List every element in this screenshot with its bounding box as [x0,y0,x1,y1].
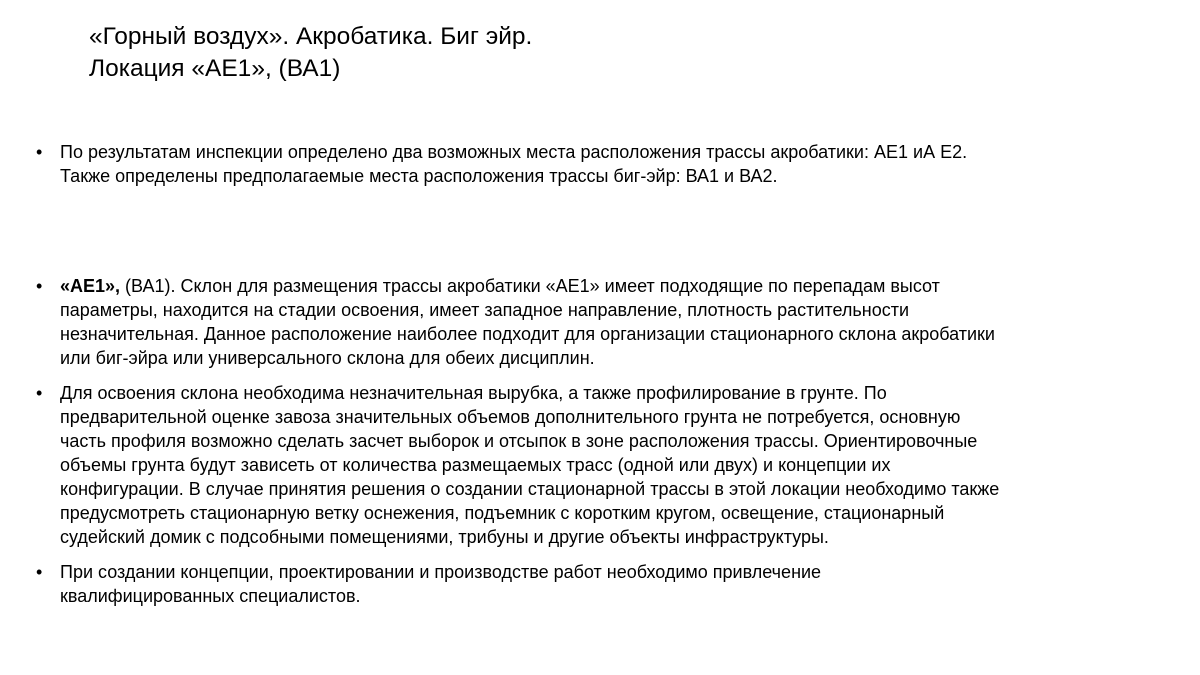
specialists-line-1: При создании концепции, проектировании и производстве работ необходимо привлечение [60,562,822,582]
works-line-3: часть профиля возможно сделать засчет выборок и отсыпок в зоне расположения трассы. Ориентировочные [60,431,978,451]
ae1-bold-label: «АЕ1», [60,276,121,296]
bullet-slope-works [34,381,1154,549]
bullet-ae1-description [34,274,1154,370]
bullet-dot-icon: • [36,276,43,296]
works-line-7: судейский домик с подсобными помещениями, трибуны и другие объекты инфраструктуры. [60,527,829,547]
intro-line-1: По результатам инспекции определено два возможных места расположения трассы акробатики: АЕ1 иА Е2. [60,142,968,162]
intro-list [34,140,1154,199]
works-line-1: Для освоения склона необходима незначительная вырубка, а также профилирование в грунте. По [60,383,887,403]
ae1-line-1 [60,274,1154,298]
title-line-1: «Горный воздух». Акробатика. Биг эйр. [89,23,533,50]
bullet-dot-icon: • [36,562,43,582]
details-list [34,274,1154,619]
ae1-line-4: или биг-эйра или универсального склона для обеих дисциплин. [60,348,595,368]
intro-line-2: Также определены предполагаемые места расположения трассы биг-эйр: ВА1 и ВА2. [60,166,778,186]
bullet-dot-icon: • [36,383,43,403]
ae1-line-2: параметры, находится на стадии освоения, имеет западное направление, плотность растительности [60,300,909,320]
ae1-line-3: незначительная. Данное расположение наиболее подходит для организации стационарного склона акробатики [60,324,995,344]
works-line-5: конфигурации. В случае принятия решения о создании стационарной трассы в этой локации необходимо также [60,479,1000,499]
bullet-specialists [34,560,1154,608]
works-line-6: предусмотреть стационарную ветку оснежения, подъемник с коротким кругом, освещение, стационарный [60,503,945,523]
slide-title [89,21,1129,85]
specialists-line-2: квалифицированных специалистов. [60,586,361,606]
bullet-dot-icon: • [36,142,43,162]
works-line-4: объемы грунта будут зависеть от количества размещаемых трасс (одной или двух) и концепции их [60,455,891,475]
works-line-2: предварительной оценке завоза значительных объемов дополнительного грунта не потребуется, основную [60,407,961,427]
ae1-line-1-text: (ВА1). Склон для размещения трассы акробатики «АЕ1» имеет подходящие по перепадам высот [120,276,940,296]
bullet-intro [34,140,1154,188]
title-line-2: Локация «АЕ1», (ВА1) [89,55,341,82]
